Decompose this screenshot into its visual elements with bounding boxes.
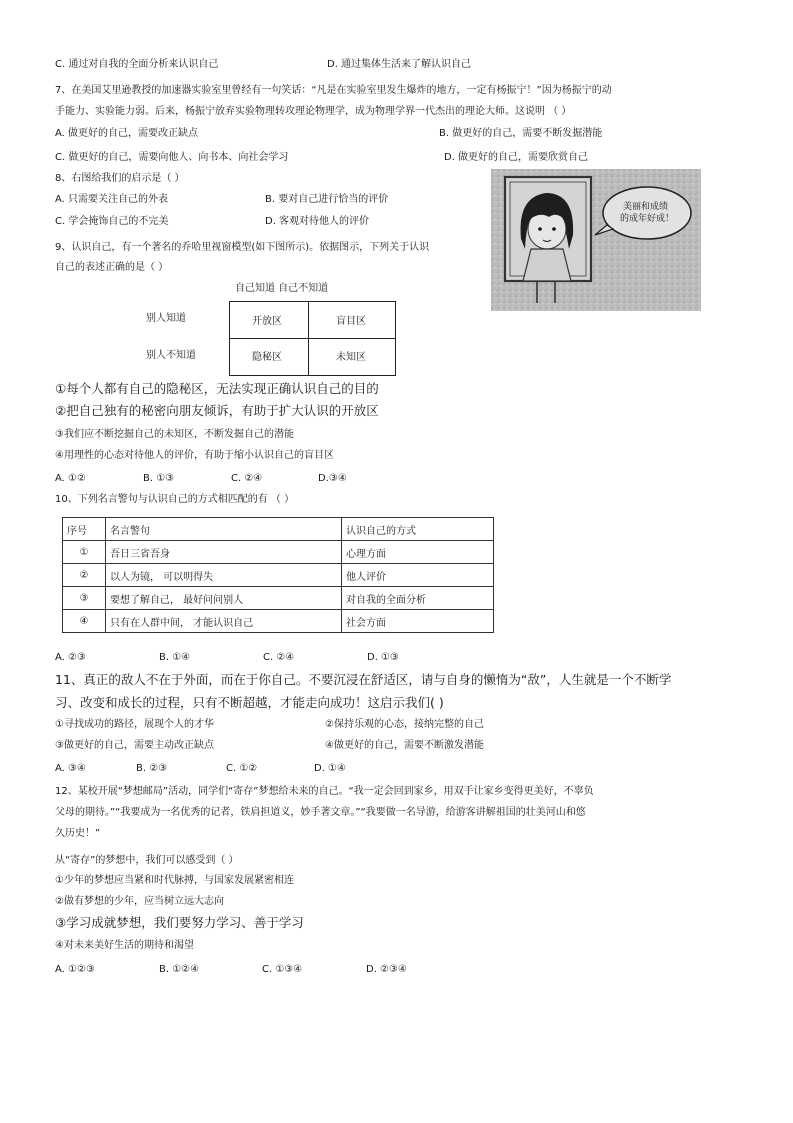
q10-option-a: A. ②③ — [55, 652, 86, 663]
table-cell: 心理方面 — [342, 541, 494, 564]
q7-stem-line1: 7、在美国艾里逊教授的加速器实验室里曾经有一句笑话：“凡是在实验室里发生爆炸的地方，一定有杨振宁！”因为杨振宁的动 — [55, 85, 612, 96]
table-cell: 只有在人群中间， 才能认识自己 — [106, 610, 342, 633]
q9-statement-1: ①每个人都有自己的隐秘区，无法实现正确认识自己的目的 — [55, 381, 379, 396]
q9-option-c: C. ②④ — [231, 473, 263, 484]
johari-cell-blind: 盲目区 — [336, 316, 366, 327]
q12-option-c: C. ①③④ — [262, 964, 303, 975]
q7-option-d: D. 做更好的自己，需要欣赏自己 — [444, 152, 589, 163]
table-header-cell: 名言警句 — [106, 518, 342, 541]
q11-option-b: B. ②③ — [136, 763, 168, 774]
q7-option-a: A. 做更好的自己，需要改正缺点 — [55, 128, 199, 139]
q10-option-d: D. ①③ — [367, 652, 399, 663]
q9-option-a: A. ①② — [55, 473, 86, 484]
q10-stem: 10、下列名言警句与认识自己的方式相匹配的有 （ ） — [55, 494, 295, 505]
q12-option-d: D. ②③④ — [366, 964, 407, 975]
johari-cell-open: 开放区 — [252, 316, 282, 327]
q8-option-b: B. 要对自己进行恰当的评价 — [265, 194, 389, 205]
q12-option-b: B. ①②④ — [159, 964, 200, 975]
table-row — [63, 587, 494, 610]
q6-option-d: D. 通过集体生活来了解认识自己 — [327, 59, 472, 70]
q9-statement-4: ④用理性的心态对待他人的评价，有助于缩小认识自己的盲目区 — [55, 450, 334, 461]
q11-stem-line2: 习、改变和成长的过程，只有不断超越，才能走向成功！这启示我们( ) — [55, 695, 444, 710]
q12-statement-1: ①少年的梦想应当紧和时代脉搏，与国家发展紧密相连 — [55, 875, 294, 886]
johari-row-label-others-know: 别人知道 — [146, 313, 186, 324]
table-cell: ② — [63, 564, 106, 587]
johari-row-label-others-dont-know: 别人不知道 — [146, 350, 196, 361]
q8-cartoon-image — [491, 169, 701, 311]
q11-statement-3: ③做更好的自己，需要主动改正缺点 — [55, 740, 214, 751]
q11-option-d: D. ①④ — [314, 763, 346, 774]
q12-stem-line2: 父母的期待。”“我要成为一名优秀的记者，铁肩担道义，妙手著文章。”“我要做一名导游，给游客讲解祖国的壮美河山和悠 — [55, 807, 586, 818]
table-cell: 他人评价 — [342, 564, 494, 587]
johari-column-header: 自己知道 自己不知道 — [235, 283, 329, 294]
q8-option-c: C. 学会掩饰自己的不完美 — [55, 216, 169, 227]
table-row — [63, 610, 494, 633]
q9-stem-line2: 自己的表述正确的是（ ） — [55, 262, 169, 273]
q9-stem-line1: 9、认识自己，有一个著名的乔哈里视窗模型(如下图所示)。依据图示，下列关于认识 — [55, 242, 430, 253]
q9-statement-2: ②把自己独有的秘密向朋友倾诉，有助于扩大认识的开放区 — [55, 403, 379, 418]
q11-statement-2: ②保持乐观的心态，接纳完整的自己 — [325, 719, 484, 730]
table-cell: ④ — [63, 610, 106, 633]
q7-stem-line2: 手能力、实验能力弱。后来，杨振宁放弃实验物理转攻理论物理学，成为物理学界一代杰出的理论大师。这说明 （ ） — [55, 106, 572, 117]
johari-cell-unknown: 未知区 — [336, 352, 366, 363]
table-cell: 社会方面 — [342, 610, 494, 633]
q11-option-c: C. ①② — [226, 763, 258, 774]
q10-motto-table — [62, 517, 494, 633]
table-header-cell: 认识自己的方式 — [342, 518, 494, 541]
q12-statement-4: ④对未来美好生活的期待和渴望 — [55, 940, 194, 951]
q7-option-b: B. 做更好的自己，需要不断发掘潜能 — [439, 128, 603, 139]
q10-option-c: C. ②④ — [263, 652, 295, 663]
johari-cell-hidden: 隐秘区 — [252, 352, 282, 363]
q11-stem-line1: 11、真正的敌人不在于外面，而在于你自己。不要沉浸在舒适区，请与自身的懒惰为“敌”，人生就是一个不断学 — [55, 672, 672, 687]
q12-statement-2: ②做有梦想的少年，应当树立远大志向 — [55, 896, 224, 907]
q9-option-b: B. ①③ — [143, 473, 175, 484]
q11-statement-1: ①寻找成功的路径，展现个人的才华 — [55, 719, 214, 730]
q6-option-c: C. 通过对自我的全面分析来认识自己 — [55, 59, 219, 70]
q12-stem-line1: 12、某校开展“梦想邮局”活动，同学们“寄存”梦想给未来的自己。“我一定会回到家乡，用双手让家乡变得更美好，不辜负 — [55, 786, 594, 797]
table-cell: 对自我的全面分析 — [342, 587, 494, 610]
q10-option-b: B. ①④ — [159, 652, 191, 663]
table-cell: 吾日三省吾身 — [106, 541, 342, 564]
q11-option-a: A. ③④ — [55, 763, 86, 774]
table-header-row — [63, 518, 494, 541]
table-cell: ③ — [63, 587, 106, 610]
q12-question: 从“寄存”的梦想中，我们可以感受到（ ） — [55, 855, 239, 866]
q11-statement-4: ④做更好的自己，需要不断激发潜能 — [325, 740, 484, 751]
table-row — [63, 541, 494, 564]
q12-stem-line3: 久历史！” — [55, 828, 101, 839]
q8-option-a: A. 只需要关注自己的外表 — [55, 194, 169, 205]
q8-option-d: D. 客观对待他人的评价 — [265, 216, 370, 227]
q7-option-c: C. 做更好的自己，需要向他人、向书本、向社会学习 — [55, 152, 289, 163]
table-row — [63, 564, 494, 587]
table-cell: 以人为镜， 可以明得失 — [106, 564, 342, 587]
q9-option-d: D.③④ — [318, 473, 347, 484]
q8-cartoon-bubble-text: 美丽和成绩 的成年好成！ — [619, 202, 675, 224]
johari-window-grid — [229, 301, 396, 376]
q12-option-a: A. ①②③ — [55, 964, 95, 975]
table-cell: ① — [63, 541, 106, 564]
table-header-cell: 序号 — [63, 518, 106, 541]
q9-statement-3: ③我们应不断挖掘自己的未知区，不断发掘自己的潜能 — [55, 429, 294, 440]
table-cell: 要想了解自己， 最好问问别人 — [106, 587, 342, 610]
q12-statement-3: ③学习成就梦想，我们要努力学习、善于学习 — [55, 915, 304, 930]
q8-stem: 8、右图给我们的启示是（ ） — [55, 173, 185, 184]
